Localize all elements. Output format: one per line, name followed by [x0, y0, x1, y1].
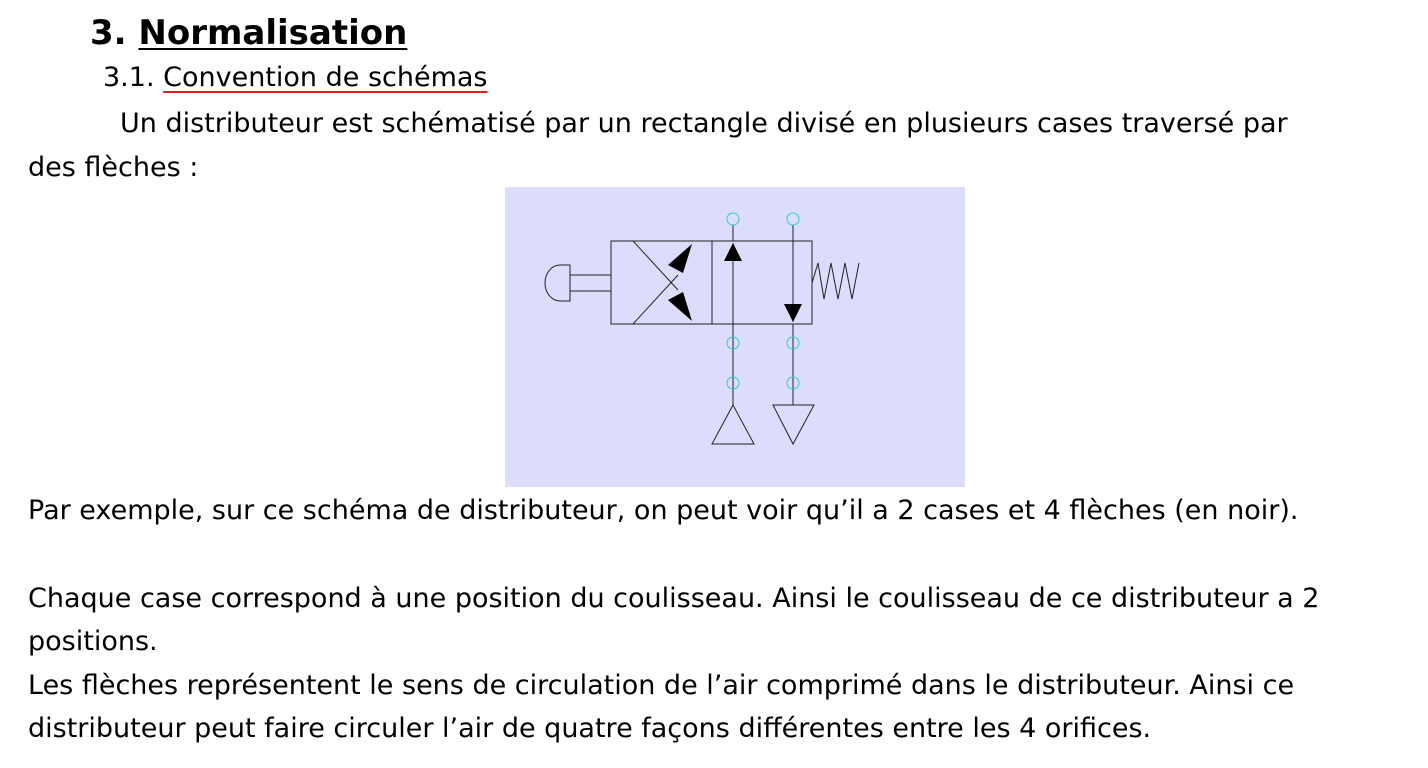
section-heading [90, 12, 407, 54]
subsection-number: 3.1. [103, 62, 155, 93]
arrows-text-line-1: Les flèches représentent le sens de circulation de l’air comprimé dans le distributeur. Ainsi ce [28, 670, 1295, 701]
example-text: Par exemple, sur ce schéma de distributeur, on peut voir qu’il a 2 cases et 4 flèches (en noir). [28, 495, 1299, 526]
section-number: 3. [90, 13, 127, 53]
position-text-line-1: Chaque case correspond à une position du coulisseau. Ainsi le coulisseau de ce distributeur a 2 [28, 583, 1320, 614]
intro-text-line-2: des flèches : [28, 152, 199, 183]
position-text-line-2: positions. [28, 626, 158, 657]
arrows-text-line-2: distributeur peut faire circuler l’air de quatre façons différentes entre les 4 orifices. [28, 713, 1152, 744]
intro-text-line-1: Un distributeur est schématisé par un rectangle divisé en plusieurs cases traversé par [120, 108, 1288, 139]
section-title: Normalisation [138, 13, 408, 53]
subsection-heading [103, 61, 488, 95]
subsection-title: Convention de schémas [163, 62, 488, 93]
valve-diagram [505, 187, 965, 487]
